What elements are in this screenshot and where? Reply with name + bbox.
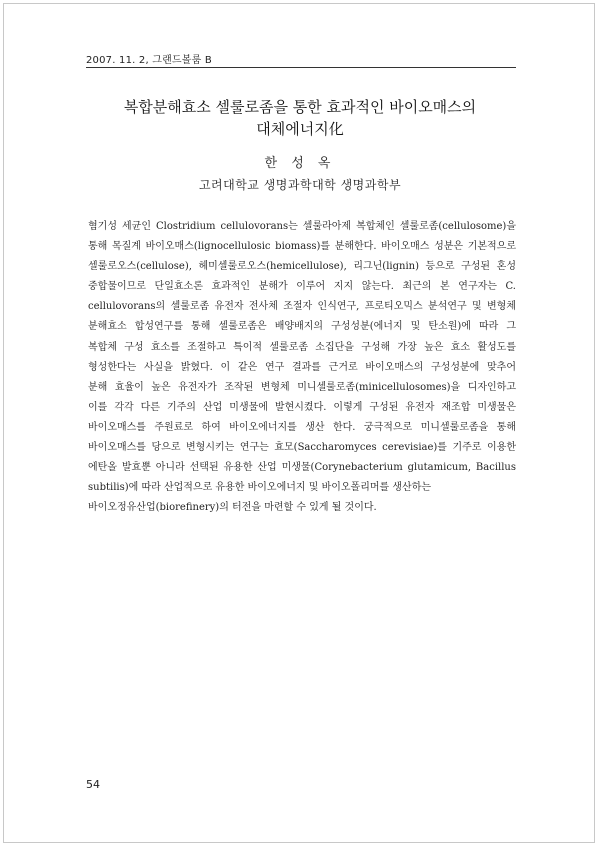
- page-number: 54: [86, 778, 100, 791]
- abstract-line: 셀룰로오스(cellulose), 헤미셀룰로오스(hemicellulose), 리그닌(lignin) 등으로 구성된 혼성: [88, 261, 516, 273]
- abstract-line: 형성한다는 사실을 밝혔다. 이 같은 연구 결과를 근거로 바이오매스의 구성성분에 맞추어: [88, 361, 516, 373]
- paper-title: [60, 96, 540, 140]
- abstract-line: cellulovorans의 셀룰로좀 유전자 전사체 조절자 인식연구, 프로티오믹스 분석연구 및 변형체: [88, 301, 516, 313]
- abstract-line: 분해 효율이 높은 유전자가 조작된 변형체 미니셀룰로좀(minicellulosomes)을 디자인하고: [88, 381, 516, 393]
- author-affiliation: 고려대학교 생명과학대학 생명과학부: [198, 178, 402, 192]
- abstract-line: 복합체 구성 효소를 조절하고 특이적 셀룰로좀 소집단을 구성해 가장 높은 효소 활성도를: [88, 341, 516, 353]
- abstract-line: 분해효소 합성연구를 통해 셀룰로좀은 배양배지의 구성성분(에너지 및 탄소원)에 따라 그: [88, 321, 516, 333]
- header-rule: [86, 67, 516, 68]
- author-name: 한 성 옥: [264, 156, 336, 171]
- abstract-line: 에탄올 발효뿐 아니라 선택된 유용한 산업 미생물(Corynebacterium glutamicum, Bacillus: [88, 462, 516, 474]
- abstract-line: subtilis)에 따라 산업적으로 유용한 바이오에너지 및 바이오폴리머를 생산하는: [88, 482, 432, 494]
- abstract-line: 바이오매스를 당으로 변형시키는 연구는 효모(Saccharomyces cerevisiae)를 기주로 이용한: [88, 442, 516, 454]
- abstract-line: 중합물이므로 단일효소론 효과적인 분해가 이루어 지지 않는다. 최근의 본 연구자는 C.: [88, 281, 516, 293]
- title-line-1: 복합분해효소 셀룰로좀을 통한 효과적인 바이오매스의: [123, 98, 477, 116]
- abstract-body: [88, 217, 516, 518]
- running-header: 2007. 11. 2, 그랜드볼룸 B: [86, 55, 212, 66]
- abstract-line: 바이오매스를 주원료로 하여 바이오에너지를 생산 한다. 궁극적으로 미니셀룰로좀을 통해: [88, 421, 516, 433]
- abstract-line: 혐기성 세균인 Clostridium cellulovorans는 셀룰라아제 복합체인 셀룰로좀(cellulosome)을: [88, 221, 516, 232]
- title-line-2: 대체에너지化: [256, 120, 344, 138]
- abstract-line: 이를 각각 다른 기주의 산업 미생물에 발현시켰다. 이렇게 구성된 유전자 재조합 미생물은: [88, 401, 516, 413]
- abstract-line: 통해 목질계 바이오매스(lignocellulosic biomass)를 분해한다. 바이오매스 성분은 기본적으로: [88, 241, 516, 253]
- abstract-line: 바이오정유산업(biorefinery)의 터전을 마련할 수 있게 될 것이다.: [88, 502, 377, 514]
